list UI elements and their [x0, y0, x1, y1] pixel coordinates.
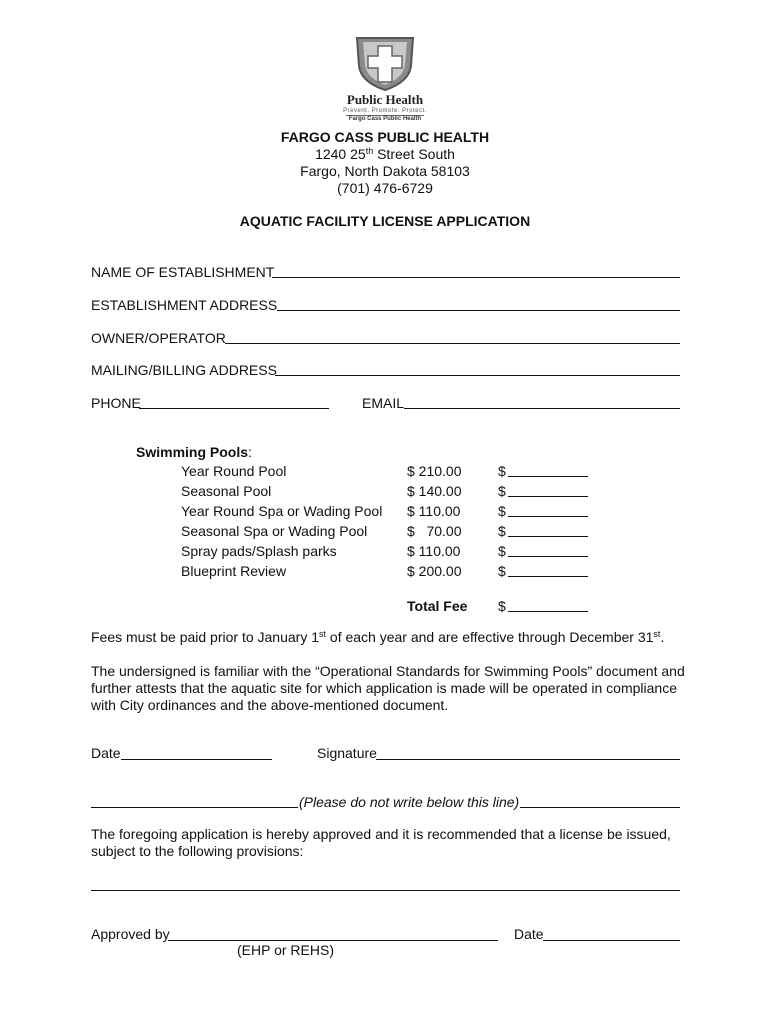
payment-notice: Fees must be paid prior to January 1st of each year and are effective through December 31st. — [91, 629, 665, 645]
approved-by-field[interactable] — [168, 940, 498, 941]
fee-item-amount-field[interactable] — [508, 516, 588, 517]
org-city: Fargo, North Dakota 58103 — [300, 163, 470, 179]
fee-item-label: Seasonal Pool — [181, 483, 272, 499]
org-name: FARGO CASS PUBLIC HEALTH — [280, 129, 490, 145]
fee-item-amount-field[interactable] — [508, 476, 588, 477]
fee-item-price: $ 110.00 — [407, 503, 461, 519]
org-street: 1240 25th Street South — [315, 146, 455, 162]
form-title: AQUATIC FACILITY LICENSE APPLICATION — [239, 213, 531, 229]
fee-item-price: $ 200.00 — [407, 563, 462, 579]
total-fee-label: Total Fee — [407, 598, 468, 614]
total-fee-field[interactable] — [508, 611, 588, 612]
credential-note: (EHP or REHS) — [237, 942, 334, 958]
fee-item-label: Year Round Spa or Wading Pool — [181, 503, 383, 519]
provisions-field[interactable] — [91, 890, 680, 891]
name-label: NAME OF ESTABLISHMENT — [91, 264, 275, 280]
approved-by-label: Approved by — [91, 926, 170, 942]
fee-item-label: Blueprint Review — [181, 563, 287, 579]
mailing-label: MAILING/BILLING ADDRESS — [91, 362, 277, 378]
approval-date-label: Date — [514, 926, 544, 942]
public-health-logo — [334, 34, 436, 124]
logo-name: Public Health — [346, 92, 424, 107]
fee-item-amount-field[interactable] — [508, 576, 588, 577]
fee-item-label: Year Round Pool — [181, 463, 287, 479]
attestation-text: The undersigned is familiar with the “Operational Standards for Swimming Pools” document and further attests that the aquatic site for which application is made will be operated in compliance with City ordinances and the above-mentioned document. — [91, 663, 685, 713]
approval-text: The foregoing application is hereby approved and it is recommended that a license be issued, subject to the following provisions: — [91, 826, 671, 859]
fee-item-dollar-sign: $ — [498, 543, 506, 559]
fee-heading: Swimming Pools: — [136, 444, 252, 460]
fee-item-label: Spray pads/Splash parks — [181, 543, 337, 559]
date-field[interactable] — [121, 759, 272, 760]
logo-tagline: Prevent. Promote. Protect. — [343, 108, 427, 114]
shield-cross-icon — [334, 34, 436, 92]
approval-date-field[interactable] — [543, 940, 680, 941]
fee-item-price: $ 110.00 — [407, 543, 461, 559]
address-field[interactable] — [277, 310, 680, 311]
fee-item-dollar-sign: $ — [498, 503, 506, 519]
email-field[interactable] — [404, 408, 680, 409]
signature-label: Signature — [317, 745, 377, 761]
fee-item-price: $ 70.00 — [407, 523, 462, 539]
fee-item-price: $ 210.00 — [407, 463, 462, 479]
fee-item-dollar-sign: $ — [498, 483, 506, 499]
email-label: EMAIL — [362, 395, 405, 411]
fee-item-dollar-sign: $ — [498, 563, 506, 579]
total-dollar-sign: $ — [498, 598, 506, 614]
phone-field[interactable] — [139, 408, 329, 409]
owner-label: OWNER/OPERATOR — [91, 330, 226, 346]
signature-field[interactable] — [376, 759, 680, 760]
fee-item-label: Seasonal Spa or Wading Pool — [181, 523, 368, 539]
mailing-field[interactable] — [275, 375, 680, 376]
name-field[interactable] — [272, 277, 680, 278]
fee-item-dollar-sign: $ — [498, 523, 506, 539]
owner-field[interactable] — [225, 343, 680, 344]
fee-item-amount-field[interactable] — [508, 536, 588, 537]
org-phone: (701) 476-6729 — [337, 180, 433, 196]
office-divider-text: (Please do not write below this line) — [299, 794, 520, 810]
date-label: Date — [91, 745, 121, 761]
fee-item-dollar-sign: $ — [498, 463, 506, 479]
address-label: ESTABLISHMENT ADDRESS — [91, 297, 278, 313]
fee-item-amount-field[interactable] — [508, 496, 588, 497]
fee-item-amount-field[interactable] — [508, 556, 588, 557]
fee-item-price: $ 140.00 — [407, 483, 462, 499]
phone-label: PHONE — [91, 395, 141, 411]
logo-subname: Fargo Cass Public Health — [348, 116, 422, 122]
